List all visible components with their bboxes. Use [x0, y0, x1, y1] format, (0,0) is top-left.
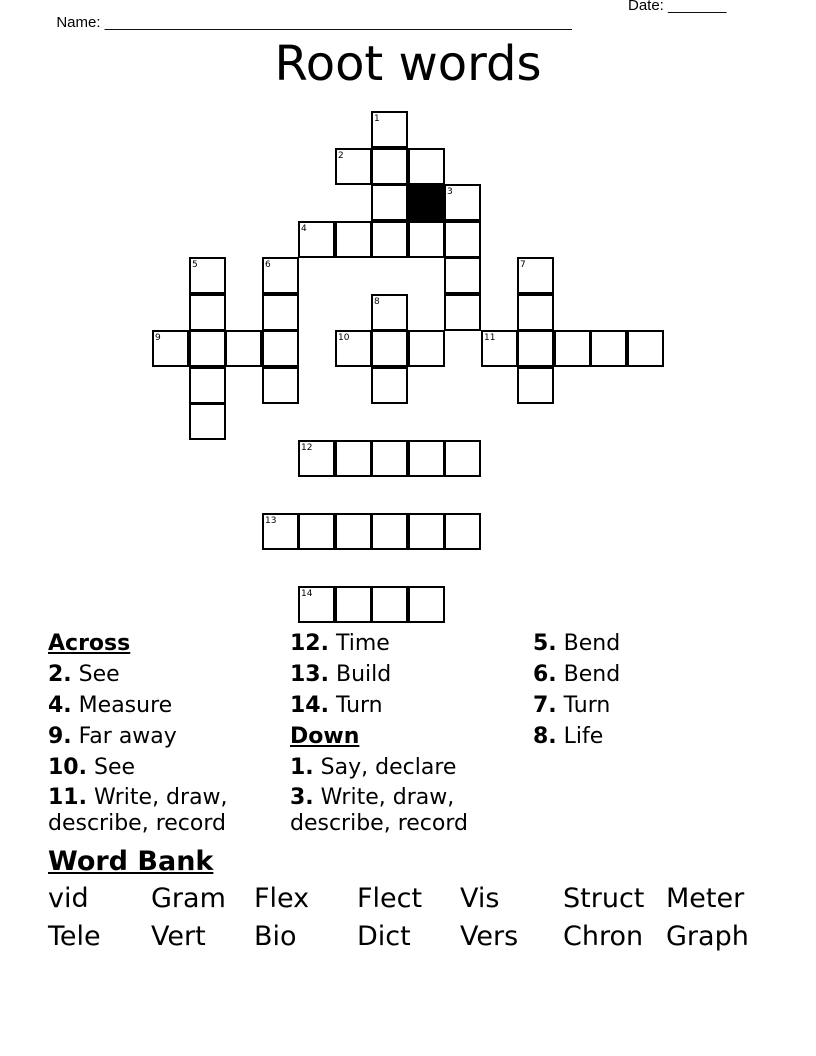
word-bank-title: Word Bank: [48, 846, 214, 877]
clue-number: 11: [484, 333, 496, 343]
clue-number: 2: [338, 151, 344, 161]
grid-cell[interactable]: [298, 440, 335, 477]
grid-cell[interactable]: [444, 294, 481, 331]
word-bank-item: Vis: [460, 883, 500, 914]
grid-cell[interactable]: [152, 330, 189, 367]
grid-cell[interactable]: [189, 294, 226, 331]
grid-cell[interactable]: [408, 586, 445, 623]
clue-across-2: 2. See: [48, 662, 120, 687]
clue-across-4: 4. Measure: [48, 693, 173, 718]
clue-across-10: 10. See: [48, 755, 136, 780]
down-heading: Down: [290, 724, 360, 749]
grid-cell[interactable]: [225, 330, 262, 367]
grid-cell[interactable]: [444, 221, 481, 258]
grid-cell[interactable]: [262, 257, 299, 294]
date-label: Date: _______: [628, 0, 727, 14]
across-heading: Across: [48, 631, 131, 656]
clue-number: 6: [265, 260, 271, 270]
word-bank-item: Vert: [151, 921, 206, 952]
clue-number: 14: [301, 589, 313, 599]
clues-column-1: [48, 628, 278, 837]
grid-cell[interactable]: [298, 586, 335, 623]
clue-across-11: 11. Write, draw, describe, record: [48, 785, 228, 836]
grid-cell[interactable]: [408, 330, 445, 367]
grid-cell[interactable]: [335, 330, 372, 367]
word-bank-item: vid: [48, 883, 89, 914]
clue-number: 1: [374, 114, 380, 124]
clue-across-14: 14. Turn: [290, 693, 383, 718]
grid-cell[interactable]: [517, 294, 554, 331]
grid-cell[interactable]: [371, 330, 408, 367]
clue-number: 8: [374, 297, 380, 307]
word-bank-item: Tele: [48, 921, 101, 952]
grid-cell[interactable]: [444, 184, 481, 221]
grid-cell[interactable]: [371, 294, 408, 331]
grid-cell[interactable]: [262, 513, 299, 550]
clue-down-8: 8. Life: [533, 724, 604, 749]
word-bank-item: Meter: [666, 883, 745, 914]
grid-cell[interactable]: [298, 221, 335, 258]
grid-cell[interactable]: [627, 330, 664, 367]
grid-cell[interactable]: [371, 184, 408, 221]
clue-number: 10: [338, 333, 350, 343]
grid-cell[interactable]: [408, 513, 445, 550]
word-bank-item: Flect: [357, 883, 423, 914]
grid-cell[interactable]: [408, 440, 445, 477]
grid-cell[interactable]: [335, 148, 372, 185]
grid-cell[interactable]: [517, 257, 554, 294]
word-bank-item: Flex: [254, 883, 310, 914]
clue-number: 4: [301, 224, 307, 234]
word-bank-item: Struct: [563, 883, 645, 914]
clue-across-9: 9. Far away: [48, 724, 177, 749]
grid-cell[interactable]: [554, 330, 591, 367]
clue-number: 13: [265, 516, 277, 526]
grid-cell[interactable]: [189, 257, 226, 294]
clue-down-7: 7. Turn: [533, 693, 611, 718]
word-bank-item: Bio: [254, 921, 297, 952]
grid-cell[interactable]: [444, 257, 481, 294]
grid-cell[interactable]: [371, 148, 408, 185]
clue-down-5: 5. Bend: [533, 631, 621, 656]
name-label: Name: ________________________________________________________: [56, 14, 572, 31]
word-bank-item: Vers: [460, 921, 519, 952]
grid-cell[interactable]: [371, 221, 408, 258]
word-bank-item: Graph: [666, 921, 749, 952]
grid-cell[interactable]: [335, 440, 372, 477]
grid-cell[interactable]: [262, 294, 299, 331]
grid-cell[interactable]: [189, 330, 226, 367]
clue-down-1: 1. Say, declare: [290, 755, 457, 780]
clue-across-12: 12. Time: [290, 631, 390, 656]
grid-cell[interactable]: [517, 367, 554, 404]
word-bank: [48, 880, 768, 956]
grid-cell[interactable]: [335, 221, 372, 258]
grid-cell[interactable]: [371, 513, 408, 550]
grid-cell[interactable]: [444, 513, 481, 550]
grid-cell[interactable]: [408, 148, 445, 185]
grid-cell[interactable]: [371, 111, 408, 148]
clue-number: 7: [520, 260, 526, 270]
grid-cell[interactable]: [262, 330, 299, 367]
grid-cell[interactable]: [335, 586, 372, 623]
grid-cell[interactable]: [298, 513, 335, 550]
grid-cell[interactable]: [189, 403, 226, 440]
word-bank-item: Chron: [563, 921, 644, 952]
clue-number: 12: [301, 443, 313, 453]
grid-cell[interactable]: [481, 330, 518, 367]
page-title: Root words: [274, 36, 542, 92]
word-bank-item: Dict: [357, 921, 411, 952]
clue-number: 5: [192, 260, 198, 270]
grid-cell[interactable]: [262, 367, 299, 404]
clues-column-2: [290, 628, 520, 837]
grid-cell[interactable]: [408, 221, 445, 258]
grid-cell[interactable]: [371, 586, 408, 623]
clue-down-6: 6. Bend: [533, 662, 621, 687]
grid-cell[interactable]: [371, 440, 408, 477]
clue-number: 3: [447, 187, 453, 197]
grid-cell[interactable]: [590, 330, 627, 367]
clues-column-3: [533, 628, 763, 752]
clue-number: 9: [155, 333, 161, 343]
grid-cell[interactable]: [371, 367, 408, 404]
word-bank-item: Gram: [151, 883, 226, 914]
grid-cell[interactable]: [189, 367, 226, 404]
clue-across-13: 13. Build: [290, 662, 392, 687]
grid-cell[interactable]: [517, 330, 554, 367]
grid-cell[interactable]: [444, 440, 481, 477]
black-square: [408, 184, 445, 221]
clue-down-3: 3. Write, draw, describe, record: [290, 785, 468, 836]
grid-cell[interactable]: [335, 513, 372, 550]
